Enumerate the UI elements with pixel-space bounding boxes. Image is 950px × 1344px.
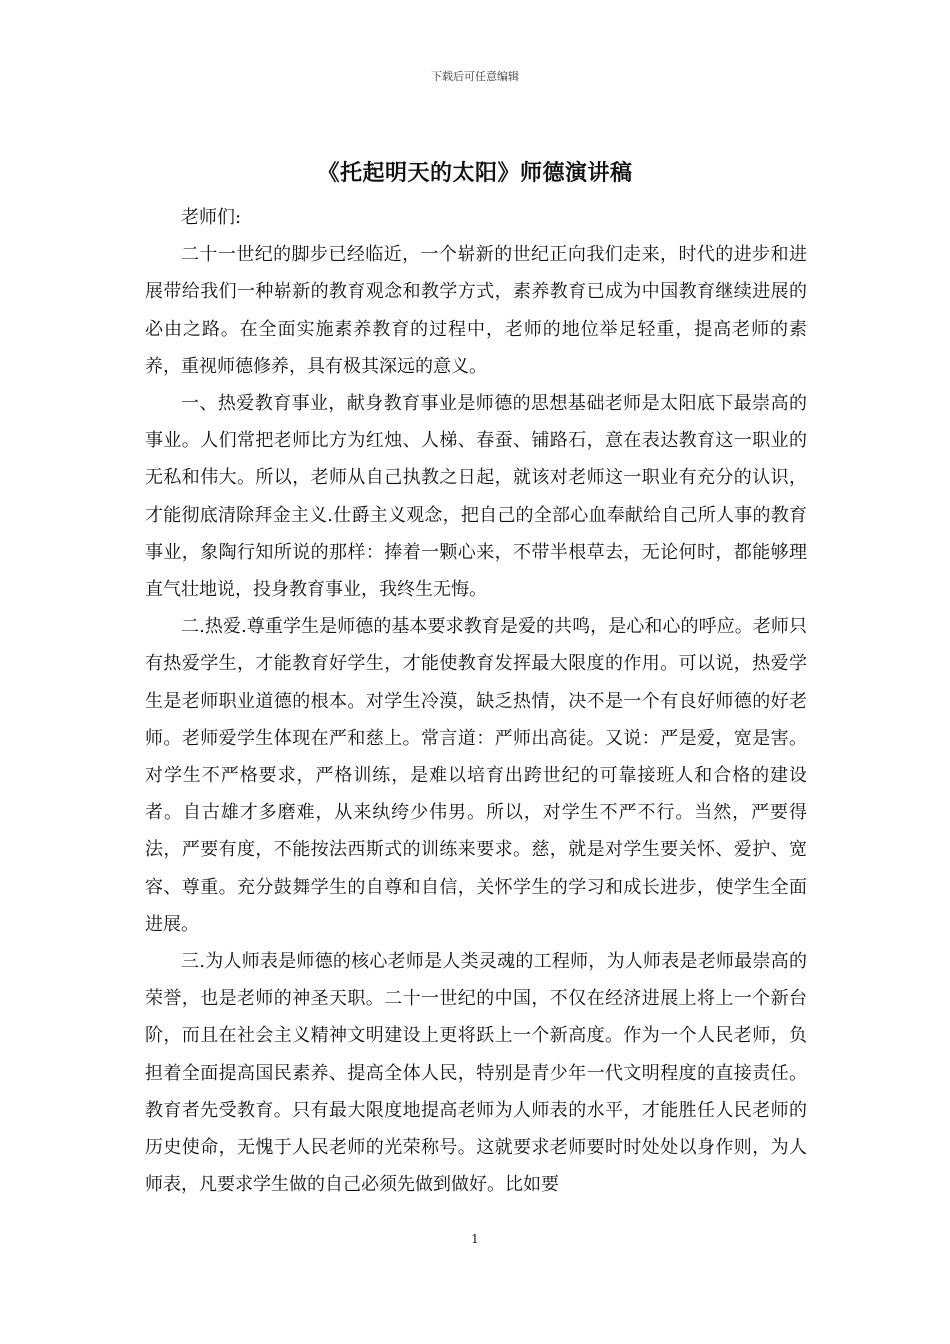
document-body (145, 199, 807, 1203)
paragraph-intro: 二十一世纪的脚步已经临近，一个崭新的世纪正向我们走来，时代的进步和进展带给我们一种崭新的教育观念和教学方式，素养教育已成为中国教育继续进展的必由之路。在全面实施素养教育的过程中，老师的地位举足轻重，提高老师的素养，重视师德修养，具有极其深远的意义。 (145, 244, 807, 377)
page-number: 1 (471, 1232, 479, 1246)
paragraph-section-3: 三.为人师表是师德的核心老师是人类灵魂的工程师，为人师表是老师最崇高的荣誉，也是老师的神圣天职。二十一世纪的中国，不仅在经济进展上将上一个新台阶，而且在社会主义精神文明建设上更将跃上一个新高度。作为一个人民老师，负担着全面提高国民素养、提高全体人民，特别是青少年一代文明程度的直接责任。教育者先受教育。只有最大限度地提高老师为人师表的水平，才能胜任人民老师的历史使命，无愧于人民老师的光荣称号。这就要求老师要时时处处以身作则，为人师表，凡要求学生做的自己必须先做到做好。比如要 (145, 951, 807, 1196)
header-note: 下载后可任意编辑 (431, 70, 519, 83)
paragraph-section-2: 二.热爱.尊重学生是师德的基本要求教育是爱的共鸣，是心和心的呼应。老师只有热爱学生，才能教育好学生，才能使教育发挥最大限度的作用。可以说，热爱学生是老师职业道德的根本。对学生冷漠，缺乏热情，决不是一个有良好师德的好老师。老师爱学生体现在严和慈上。常言道：严师出高徒。又说：严是爱，宽是害。对学生不严格要求，严格训练，是难以培育出跨世纪的可靠接班人和合格的建设者。自古雄才多磨难，从来纨绔少伟男。所以，对学生不严不行。当然，严要得法，严要有度，不能按法西斯式的训练来要求。慈，就是对学生要关怀、爱护、宽容、尊重。充分鼓舞学生的自尊和自信，关怀学生的学习和成长进步，使学生全面进展。 (145, 616, 807, 935)
greeting: 老师们: (181, 207, 242, 228)
paragraph-section-1: 一、热爱教育事业，献身教育事业是师德的思想基础老师是太阳底下最崇高的事业。人们常把老师比方为红烛、人梯、春蚕、铺路石，意在表达教育这一职业的无私和伟大。所以，老师从自己执教之日起，就该对老师这一职业有充分的认识，才能彻底清除拜金主义.仕爵主义观念，把自己的全部心血奉献给自己所人事的教育事业，象陶行知所说的那样：捧着一颗心来，不带半根草去，无论何时，都能够理直气壮地说，投身教育事业，我终生无悔。 (145, 393, 807, 601)
document-title: 《托起明天的太阳》师德演讲稿 (317, 160, 633, 186)
